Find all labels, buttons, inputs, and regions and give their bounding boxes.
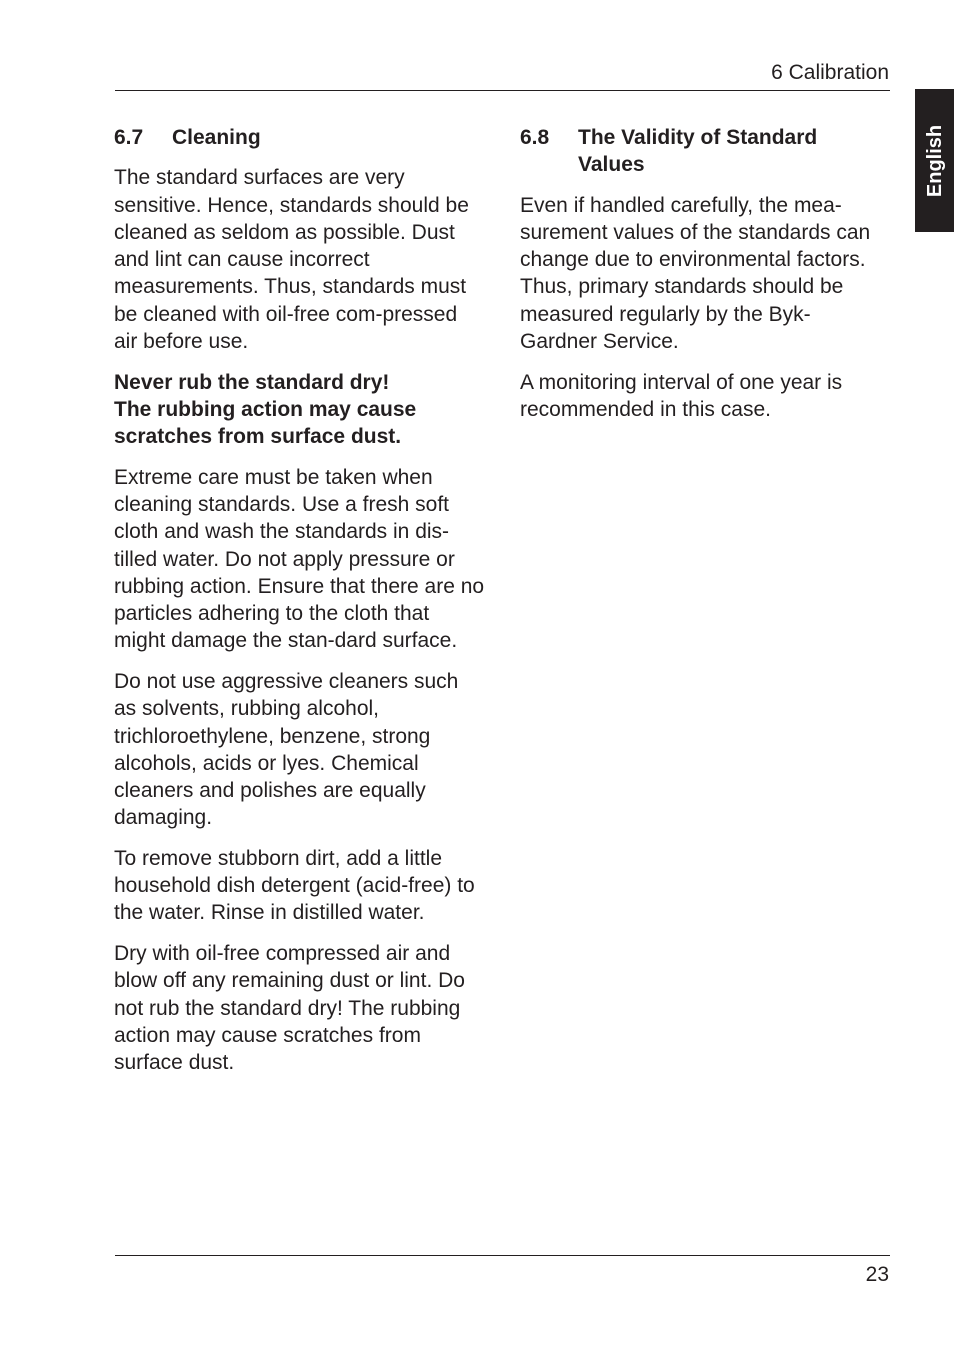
section-title: Cleaning (172, 126, 261, 149)
page-number: 23 (865, 1263, 889, 1286)
paragraph: Dry with oil-free compressed air and blow off any remaining dust or lint. Do not rub the standard dry! The rubbing action may cause scratches from surface dust. (114, 941, 465, 1075)
section-number: 6.7 (114, 126, 144, 149)
header-divider (115, 90, 890, 91)
paragraph: Even if handled carefully, the mea-surement values of the standards can change due to environmental factors. Thus, primary standards should be measured regularly by the Byk-Gardner Service. (520, 193, 871, 354)
paragraph: The standard surfaces are very sensitive. Hence, standards should be cleaned as seldom as possible. Dust and lint can cause incorrect measurements. Thus, standards must be cleaned with oil-free com-pressed air before use. (114, 166, 469, 354)
paragraph: Extreme care must be taken when cleaning standards. Use a fresh soft cloth and wash the standards in dis-tilled water. Do not apply pressure or rubbing action. Ensure that there are no particles adhering to the cloth that might damage the stan-dard surface. (114, 465, 485, 653)
language-tab-label: English (923, 124, 946, 197)
paragraph: A monitoring interval of one year is recommended in this case. (520, 370, 843, 421)
section-title: The Validity of Standard Values (578, 126, 818, 177)
warning-line-1: Never rub the standard dry! (114, 370, 390, 394)
paragraph: Do not use aggressive cleaners such as solvents, rubbing alcohol, trichloroethylene, benzene, strong alcohols, acids or lyes. Chemical cleaners and polishes are equally damaging. (114, 669, 459, 830)
section-heading (114, 124, 486, 151)
paragraph: To remove stubborn dirt, add a little household dish detergent (acid-free) to the water. Rinse in distilled water. (114, 846, 475, 925)
chapter-title: 6 Calibration (771, 61, 889, 84)
warning-line-2: The rubbing action may cause scratches from surface dust. (114, 397, 417, 449)
warning-paragraph (114, 369, 486, 451)
section-number: 6.8 (520, 126, 550, 149)
language-tab (915, 89, 954, 232)
section-validity (520, 124, 880, 436)
footer-divider (115, 1255, 890, 1256)
section-cleaning (114, 124, 486, 1090)
section-heading (520, 124, 880, 179)
